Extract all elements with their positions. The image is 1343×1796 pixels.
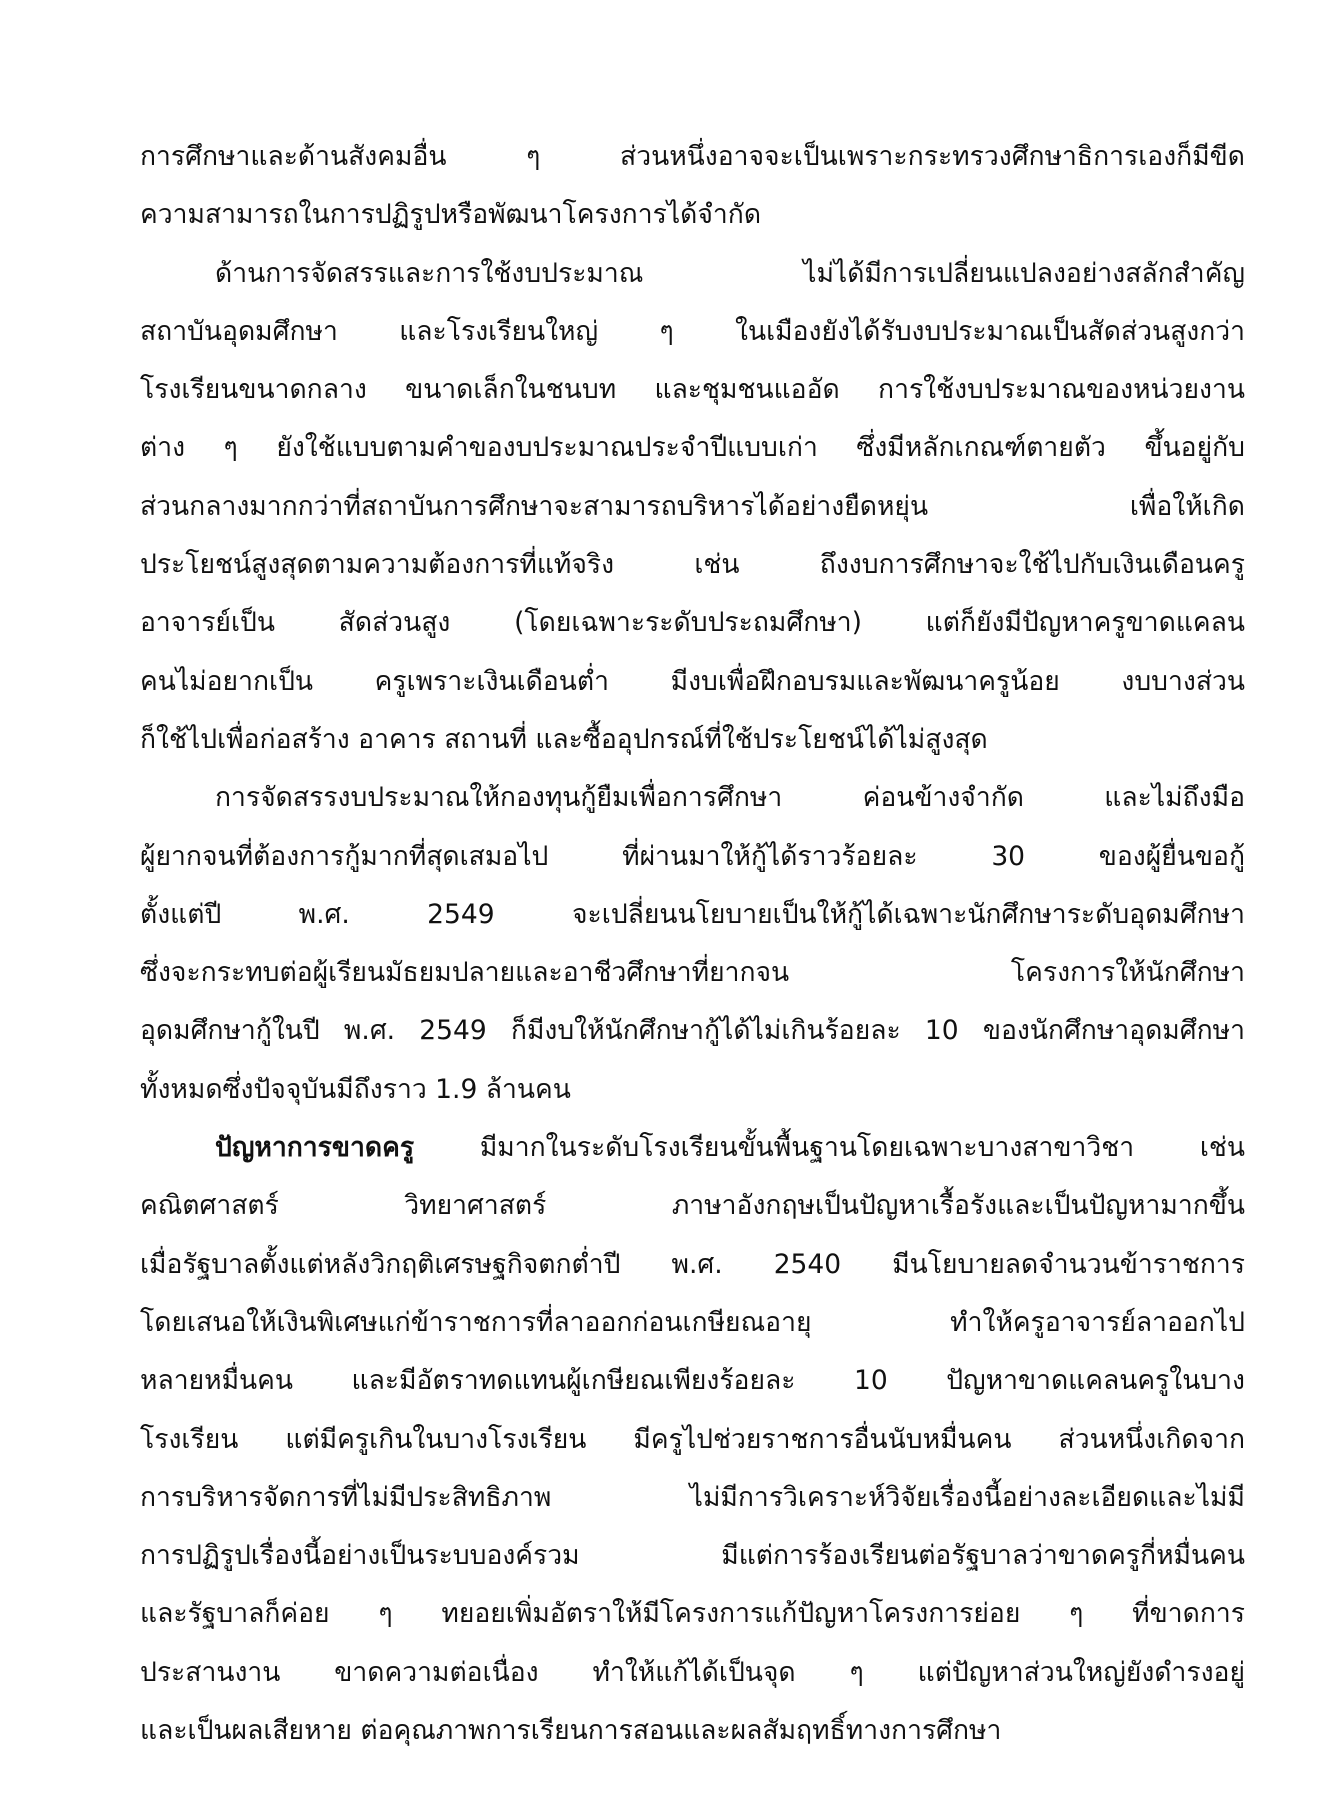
text-line: เมื่อรัฐบาลตั้งแต่หลังวิกฤติเศรษฐกิจตกต่ำปี พ.ศ. 2540 มีนโยบายลดจำนวนข้าราชการ <box>140 1248 1245 1280</box>
text-line: ผู้ยากจนที่ต้องการกู้มากที่สุดเสมอไป ที่ผ่านมาให้กู้ได้ราวร้อยละ 30 ของผู้ยื่นขอกู้ <box>140 840 1245 872</box>
text-line: คนไม่อยากเป็น ครูเพราะเงินเดือนต่ำ มีงบเพื่อฝึกอบรมและพัฒนาครูน้อย งบบางส่วน <box>140 665 1245 697</box>
text-line: และเป็นผลเสียหาย ต่อคุณภาพการเรียนการสอนและผลสัมฤทธิ์ทางการศึกษา <box>140 1715 1002 1747</box>
text-line: ตั้งแต่ปี พ.ศ. 2549 จะเปลี่ยนนโยบายเป็นให้กู้ได้เฉพาะนักศึกษาระดับอุดมศึกษา <box>140 898 1245 930</box>
text-line: และรัฐบาลก็ค่อย ๆ ทยอยเพิ่มอัตราให้มีโครงการแก้ปัญหาโครงการย่อย ๆ ที่ขาดการ <box>140 1598 1245 1630</box>
text-line: ต่าง ๆ ยังใช้แบบตามคำของบประมาณประจำปีแบบเก่า ซึ่งมีหลักเกณฑ์ตายตัว ขึ้นอยู่กับ <box>140 432 1245 464</box>
text-line: ส่วนกลางมากกว่าที่สถาบันการศึกษาจะสามารถบริหารได้อย่างยืดหยุ่น เพื่อให้เกิด <box>140 490 1245 522</box>
text-line: ซึ่งจะกระทบต่อผู้เรียนมัธยมปลายและอาชีวศึกษาที่ยากจน โครงการให้นักศึกษา <box>140 957 1245 989</box>
text-line: ทั้งหมดซึ่งปัจจุบันมีถึงราว 1.9 ล้านคน <box>140 1073 571 1105</box>
paragraph-start-line <box>140 1119 1245 1177</box>
body-text <box>140 128 1245 1760</box>
text-line: อาจารย์เป็น สัดส่วนสูง (โดยเฉพาะระดับประถมศึกษา) แต่ก็ยังมีปัญหาครูขาดแคลน <box>140 607 1245 639</box>
text-line: อุดมศึกษากู้ในปี พ.ศ. 2549 ก็มีงบให้นักศึกษากู้ได้ไม่เกินร้อยละ 10 ของนักศึกษาอุดมศึกษา <box>140 1015 1245 1047</box>
paragraph-start-line: ด้านการจัดสรรและการใช้งบประมาณ ไม่ได้มีการเปลี่ยนแปลงอย่างสลักสำคัญ <box>215 257 1245 289</box>
paragraph-heading-rest: มีมากในระดับโรงเรียนขั้นพื้นฐานโดยเฉพาะบางสาขาวิชา เช่น <box>414 1132 1245 1164</box>
text-line: การบริหารจัดการที่ไม่มีประสิทธิภาพ ไม่มีการวิเคราะห์วิจัยเรื่องนี้อย่างละเอียดและไม่มี <box>140 1481 1245 1513</box>
text-line: คณิตศาสตร์ วิทยาศาสตร์ ภาษาอังกฤษเป็นปัญหาเรื้อรังและเป็นปัญหามากขึ้น <box>140 1190 1245 1222</box>
text-line: การปฏิรูปเรื่องนี้อย่างเป็นระบบองค์รวม มีแต่การร้องเรียนต่อรัฐบาลว่าขาดครูกี่หมื่นคน <box>140 1540 1245 1572</box>
text-line: สถาบันอุดมศึกษา และโรงเรียนใหญ่ ๆ ในเมืองยังได้รับงบประมาณเป็นสัดส่วนสูงกว่า <box>140 315 1245 347</box>
paragraph-heading: ปัญหาการขาดครู <box>215 1132 415 1164</box>
paragraph-start-line: การจัดสรรงบประมาณให้กองทุนกู้ยืมเพื่อการศึกษา ค่อนข้างจำกัด และไม่ถึงมือ <box>215 782 1245 814</box>
text-line: โรงเรียน แต่มีครูเกินในบางโรงเรียน มีครูไปช่วยราชการอื่นนับหมื่นคน ส่วนหนึ่งเกิดจาก <box>140 1423 1245 1455</box>
text-line: ประโยชน์สูงสุดตามความต้องการที่แท้จริง เช่น ถึงงบการศึกษาจะใช้ไปกับเงินเดือนครู <box>140 549 1245 581</box>
text-line: ก็ใช้ไปเพื่อก่อสร้าง อาคาร สถานที่ และซื้ออุปกรณ์ที่ใช้ประโยชน์ได้ไม่สูงสุด <box>140 723 988 755</box>
text-line: โดยเสนอให้เงินพิเศษแก่ข้าราชการที่ลาออกก่อนเกษียณอายุ ทำให้ครูอาจารย์ลาออกไป <box>140 1306 1245 1338</box>
text-line: หลายหมื่นคน และมีอัตราทดแทนผู้เกษียณเพียงร้อยละ 10 ปัญหาขาดแคลนครูในบาง <box>140 1365 1245 1397</box>
text-line: ประสานงาน ขาดความต่อเนื่อง ทำให้แก้ได้เป็นจุด ๆ แต่ปัญหาส่วนใหญ่ยังดำรงอยู่ <box>140 1656 1245 1688</box>
text-line: ความสามารถในการปฏิรูปหรือพัฒนาโครงการได้จำกัด <box>140 199 762 231</box>
text-line: โรงเรียนขนาดกลาง ขนาดเล็กในชนบท และชุมชนแออัด การใช้งบประมาณของหน่วยงาน <box>140 374 1245 406</box>
text-line: การศึกษาและด้านสังคมอื่น ๆ ส่วนหนึ่งอาจจะเป็นเพราะกระทรวงศึกษาธิการเองก็มีขีด <box>140 141 1245 172</box>
